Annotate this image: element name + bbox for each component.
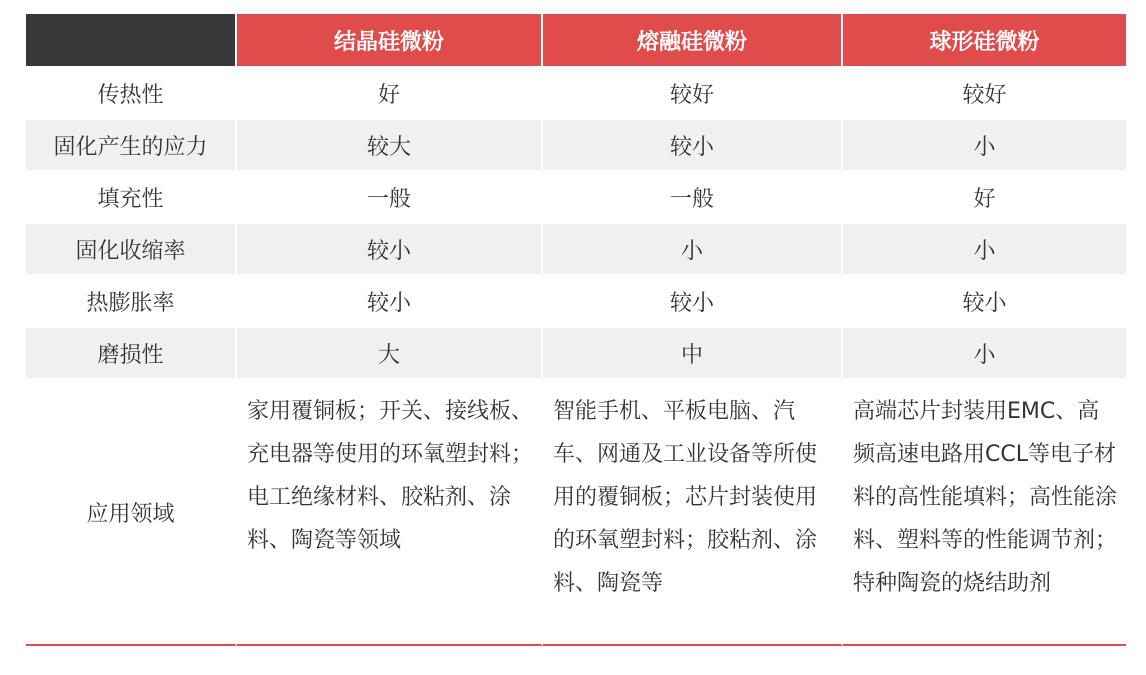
row-label: 应用领域: [26, 380, 237, 646]
header-corner-cell: [26, 14, 237, 68]
header-spherical-silica: 球形硅微粉: [843, 14, 1126, 68]
application-cell-spherical: 高端芯片封装用EMC、高频高速电路用CCL等电子材料的高性能填料；高性能涂料、塑料等的性能调节剂；特种陶瓷的烧结助剂: [843, 380, 1126, 646]
table-cell: 小: [843, 120, 1126, 172]
silica-powder-comparison-table: [26, 14, 1126, 646]
row-label: 传热性: [26, 68, 237, 120]
table-cell: 好: [237, 68, 543, 120]
row-label: 热膨胀率: [26, 276, 237, 328]
table-cell: 小: [843, 328, 1126, 380]
application-cell-fused: 智能手机、平板电脑、汽车、网通及工业设备等所使用的覆铜板；芯片封装使用的环氧塑封料；胶粘剂、涂料、陶瓷等: [543, 380, 843, 646]
table-cell: 较小: [237, 276, 543, 328]
table-cell: 大: [237, 328, 543, 380]
row-label: 磨损性: [26, 328, 237, 380]
table-row: [26, 276, 1126, 328]
table-row: [26, 120, 1126, 172]
table-row: [26, 328, 1126, 380]
table-row: [26, 172, 1126, 224]
table-cell: 较小: [237, 224, 543, 276]
table-cell: 较小: [543, 120, 843, 172]
table-cell: 中: [543, 328, 843, 380]
table-row: [26, 68, 1126, 120]
application-cell-crystalline: 家用覆铜板；开关、接线板、充电器等使用的环氧塑封料；电工绝缘材料、胶粘剂、涂料、陶瓷等领域: [237, 380, 543, 646]
row-label: 固化产生的应力: [26, 120, 237, 172]
comparison-table-container: [26, 14, 1126, 646]
application-row: [26, 380, 1126, 646]
table-cell: 较大: [237, 120, 543, 172]
table-cell: 较好: [843, 68, 1126, 120]
table-cell: 较好: [543, 68, 843, 120]
table-cell: 小: [543, 224, 843, 276]
table-cell: 较小: [843, 276, 1126, 328]
table-row: [26, 224, 1126, 276]
row-label: 填充性: [26, 172, 237, 224]
table-cell: 一般: [237, 172, 543, 224]
table-cell: 一般: [543, 172, 843, 224]
header-row: [26, 14, 1126, 68]
header-fused-silica: 熔融硅微粉: [543, 14, 843, 68]
header-crystalline-silica: 结晶硅微粉: [237, 14, 543, 68]
table-cell: 较小: [543, 276, 843, 328]
table-cell: 好: [843, 172, 1126, 224]
table-cell: 小: [843, 224, 1126, 276]
row-label: 固化收缩率: [26, 224, 237, 276]
